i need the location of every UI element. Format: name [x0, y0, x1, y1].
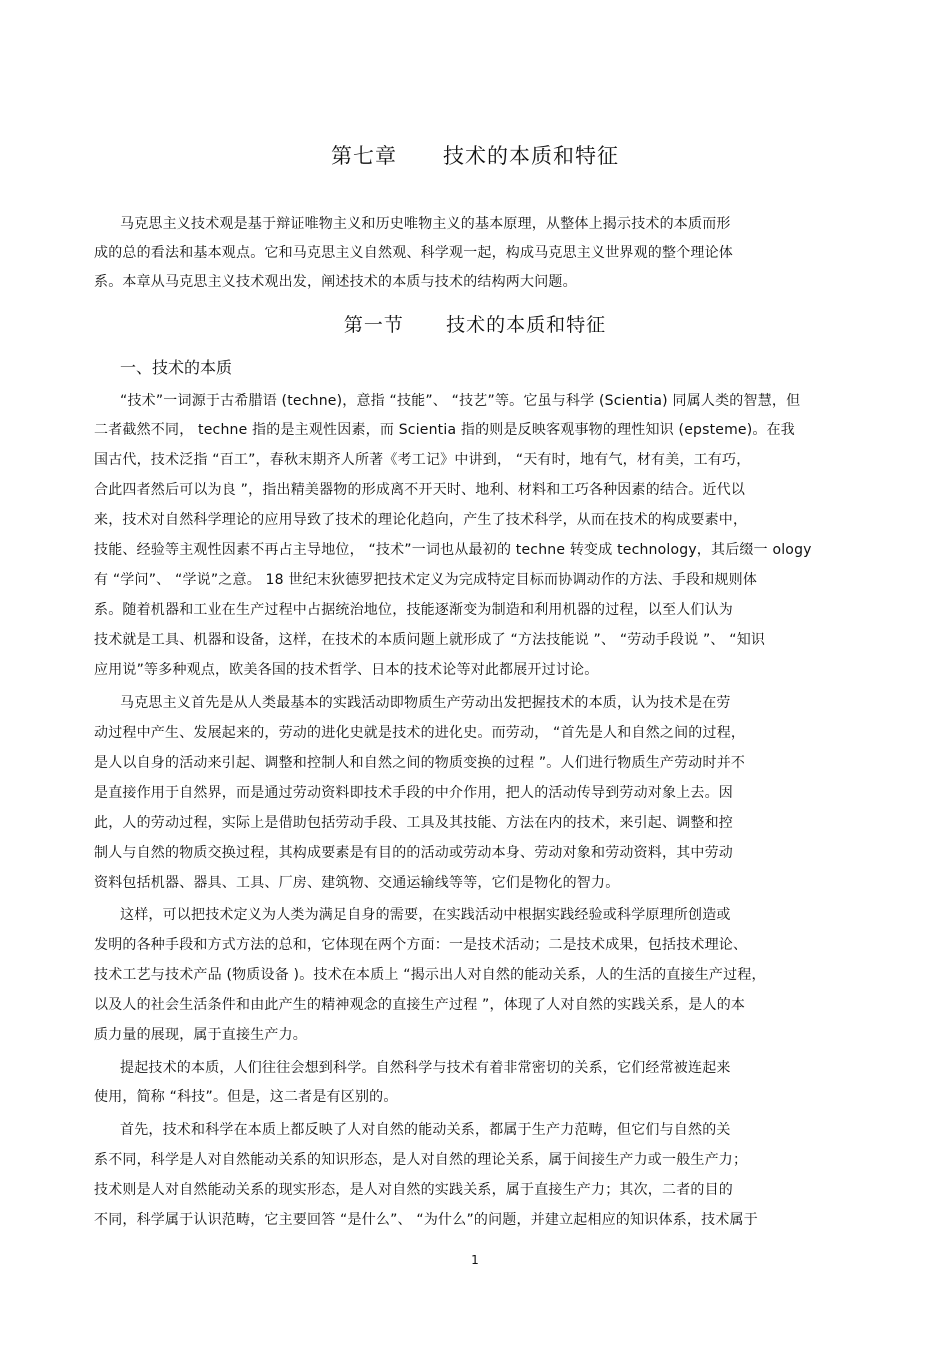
body-line: 提起技术的本质，人们往往会想到科学。自然科学与技术有着非常密切的关系，它们经常被连起来	[120, 1060, 731, 1076]
body-line: 使用，简称 “科技”。但是，这二者是有区别的。	[94, 1089, 398, 1105]
body-line: 这样，可以把技术定义为人类为满足自身的需要，在实践活动中根据实践经验或科学原理所创造或	[120, 907, 731, 923]
body-line: 系不同，科学是人对自然能动关系的知识形态，是人对自然的理论关系，属于间接生产力或一般生产力；	[94, 1152, 748, 1168]
body-line: 技能、经验等主观性因素不再占主导地位， “技术”一词也从最初的 techne 转变成 technology，其后缀一 ology	[94, 542, 812, 558]
body-line: 动过程中产生、发展起来的，劳动的进化史就是技术的进化史。而劳动， “首先是人和自然之间的过程，	[94, 725, 746, 741]
body-line: 系。随着机器和工业在生产过程中占据统治地位，技能逐渐变为制造和利用机器的过程，以至人们认为	[94, 602, 733, 618]
body-line: 二者截然不同， techne 指的是主观性因素，而 Scientia 指的则是反映客观事物的理性知识 (epsteme)。在我	[94, 422, 795, 438]
body-line: 是直接作用于自然界，而是通过劳动资料即技术手段的中介作用，把人的活动传导到劳动对象上去。因	[94, 785, 733, 801]
body-line: 合此四者然后可以为良 ”，指出精美器物的形成离不开天时、地利、材料和工巧各种因素的结合。近代以	[94, 482, 746, 498]
intro-line: 成的总的看法和基本观点。它和马克思主义自然观、科学观一起，构成马克思主义世界观的整个理论体	[94, 245, 733, 261]
body-line: 应用说”等多种观点，欧美各国的技术哲学、日本的技术论等对此都展开过讨论。	[94, 662, 599, 678]
body-line: 技术就是工具、机器和设备，这样，在技术的本质问题上就形成了 “方法技能说 ”、 “劳动手段说 ”、 “知识	[94, 632, 766, 648]
body-line: 有 “学问”、 “学说”之意。 18 世纪末狄德罗把技术定义为完成特定目标而协调动作的方法、手段和规则体	[94, 572, 758, 588]
intro-line: 系。本章从马克思主义技术观出发，阐述技术的本质与技术的结构两大问题。	[94, 274, 577, 290]
body-line: 来，技术对自然科学理论的应用导致了技术的理论化趋向，产生了技术科学，从而在技术的构成要素中，	[94, 512, 748, 528]
body-line: 技术工艺与技术产品 (物质设备 )。技术在本质上 “揭示出人对自然的能动关系，人的生活的直接生产过程，	[94, 967, 766, 983]
body-line: “技术”一词源于古希腊语 (techne)，意指 “技能”、 “技艺”等。它虽与科学 (Scientia) 同属人类的智慧，但	[120, 393, 801, 409]
body-line: 技术则是人对自然能动关系的现实形态，是人对自然的实践关系，属于直接生产力；其次，二者的目的	[94, 1182, 733, 1198]
body-line: 不同，科学属于认识范畴，它主要回答 “是什么”、 “为什么”的问题，并建立起相应的知识体系，技术属于	[94, 1212, 758, 1228]
body-line: 此，人的劳动过程，实际上是借助包括劳动手段、工具及其技能、方法在内的技术，来引起、调整和控	[94, 815, 733, 831]
body-line: 发明的各种手段和方式方法的总和，它体现在两个方面：一是技术活动；二是技术成果，包括技术理论、	[94, 937, 748, 953]
body-line: 首先，技术和科学在本质上都反映了人对自然的能动关系，都属于生产力范畴，但它们与自然的关	[120, 1122, 731, 1138]
body-line: 是人以自身的活动来引起、调整和控制人和自然之间的物质变换的过程 ”。人们进行物质生产劳动时并不	[94, 755, 746, 771]
page-number: 1	[471, 1253, 479, 1267]
body-line: 以及人的社会生活条件和由此产生的精神观念的直接生产过程 ”，体现了人对自然的实践关系，是人的本	[94, 997, 746, 1013]
body-line: 国古代，技术泛指 “百工”，春秋末期齐人所著《考工记》中讲到， “天有时，地有气，材有美，工有巧，	[94, 452, 751, 468]
body-line: 资料包括机器、器具、工具、厂房、建筑物、交通运输线等等，它们是物化的智力。	[94, 875, 620, 891]
section-title: 第一节 技术的本质和特征	[343, 314, 607, 336]
chapter-title: 第七章 技术的本质和特征	[330, 144, 620, 168]
body-line: 制人与自然的物质交换过程，其构成要素是有目的的活动或劳动本身、劳动对象和劳动资料，其中劳动	[94, 845, 733, 861]
body-line: 马克思主义首先是从人类最基本的实践活动即物质生产劳动出发把握技术的本质，认为技术是在劳	[120, 695, 731, 711]
intro-line: 马克思主义技术观是基于辩证唯物主义和历史唯物主义的基本原理，从整体上揭示技术的本质而形	[120, 216, 731, 232]
subheading: 一、技术的本质	[120, 358, 233, 377]
body-line: 质力量的展现，属于直接生产力。	[94, 1027, 307, 1043]
